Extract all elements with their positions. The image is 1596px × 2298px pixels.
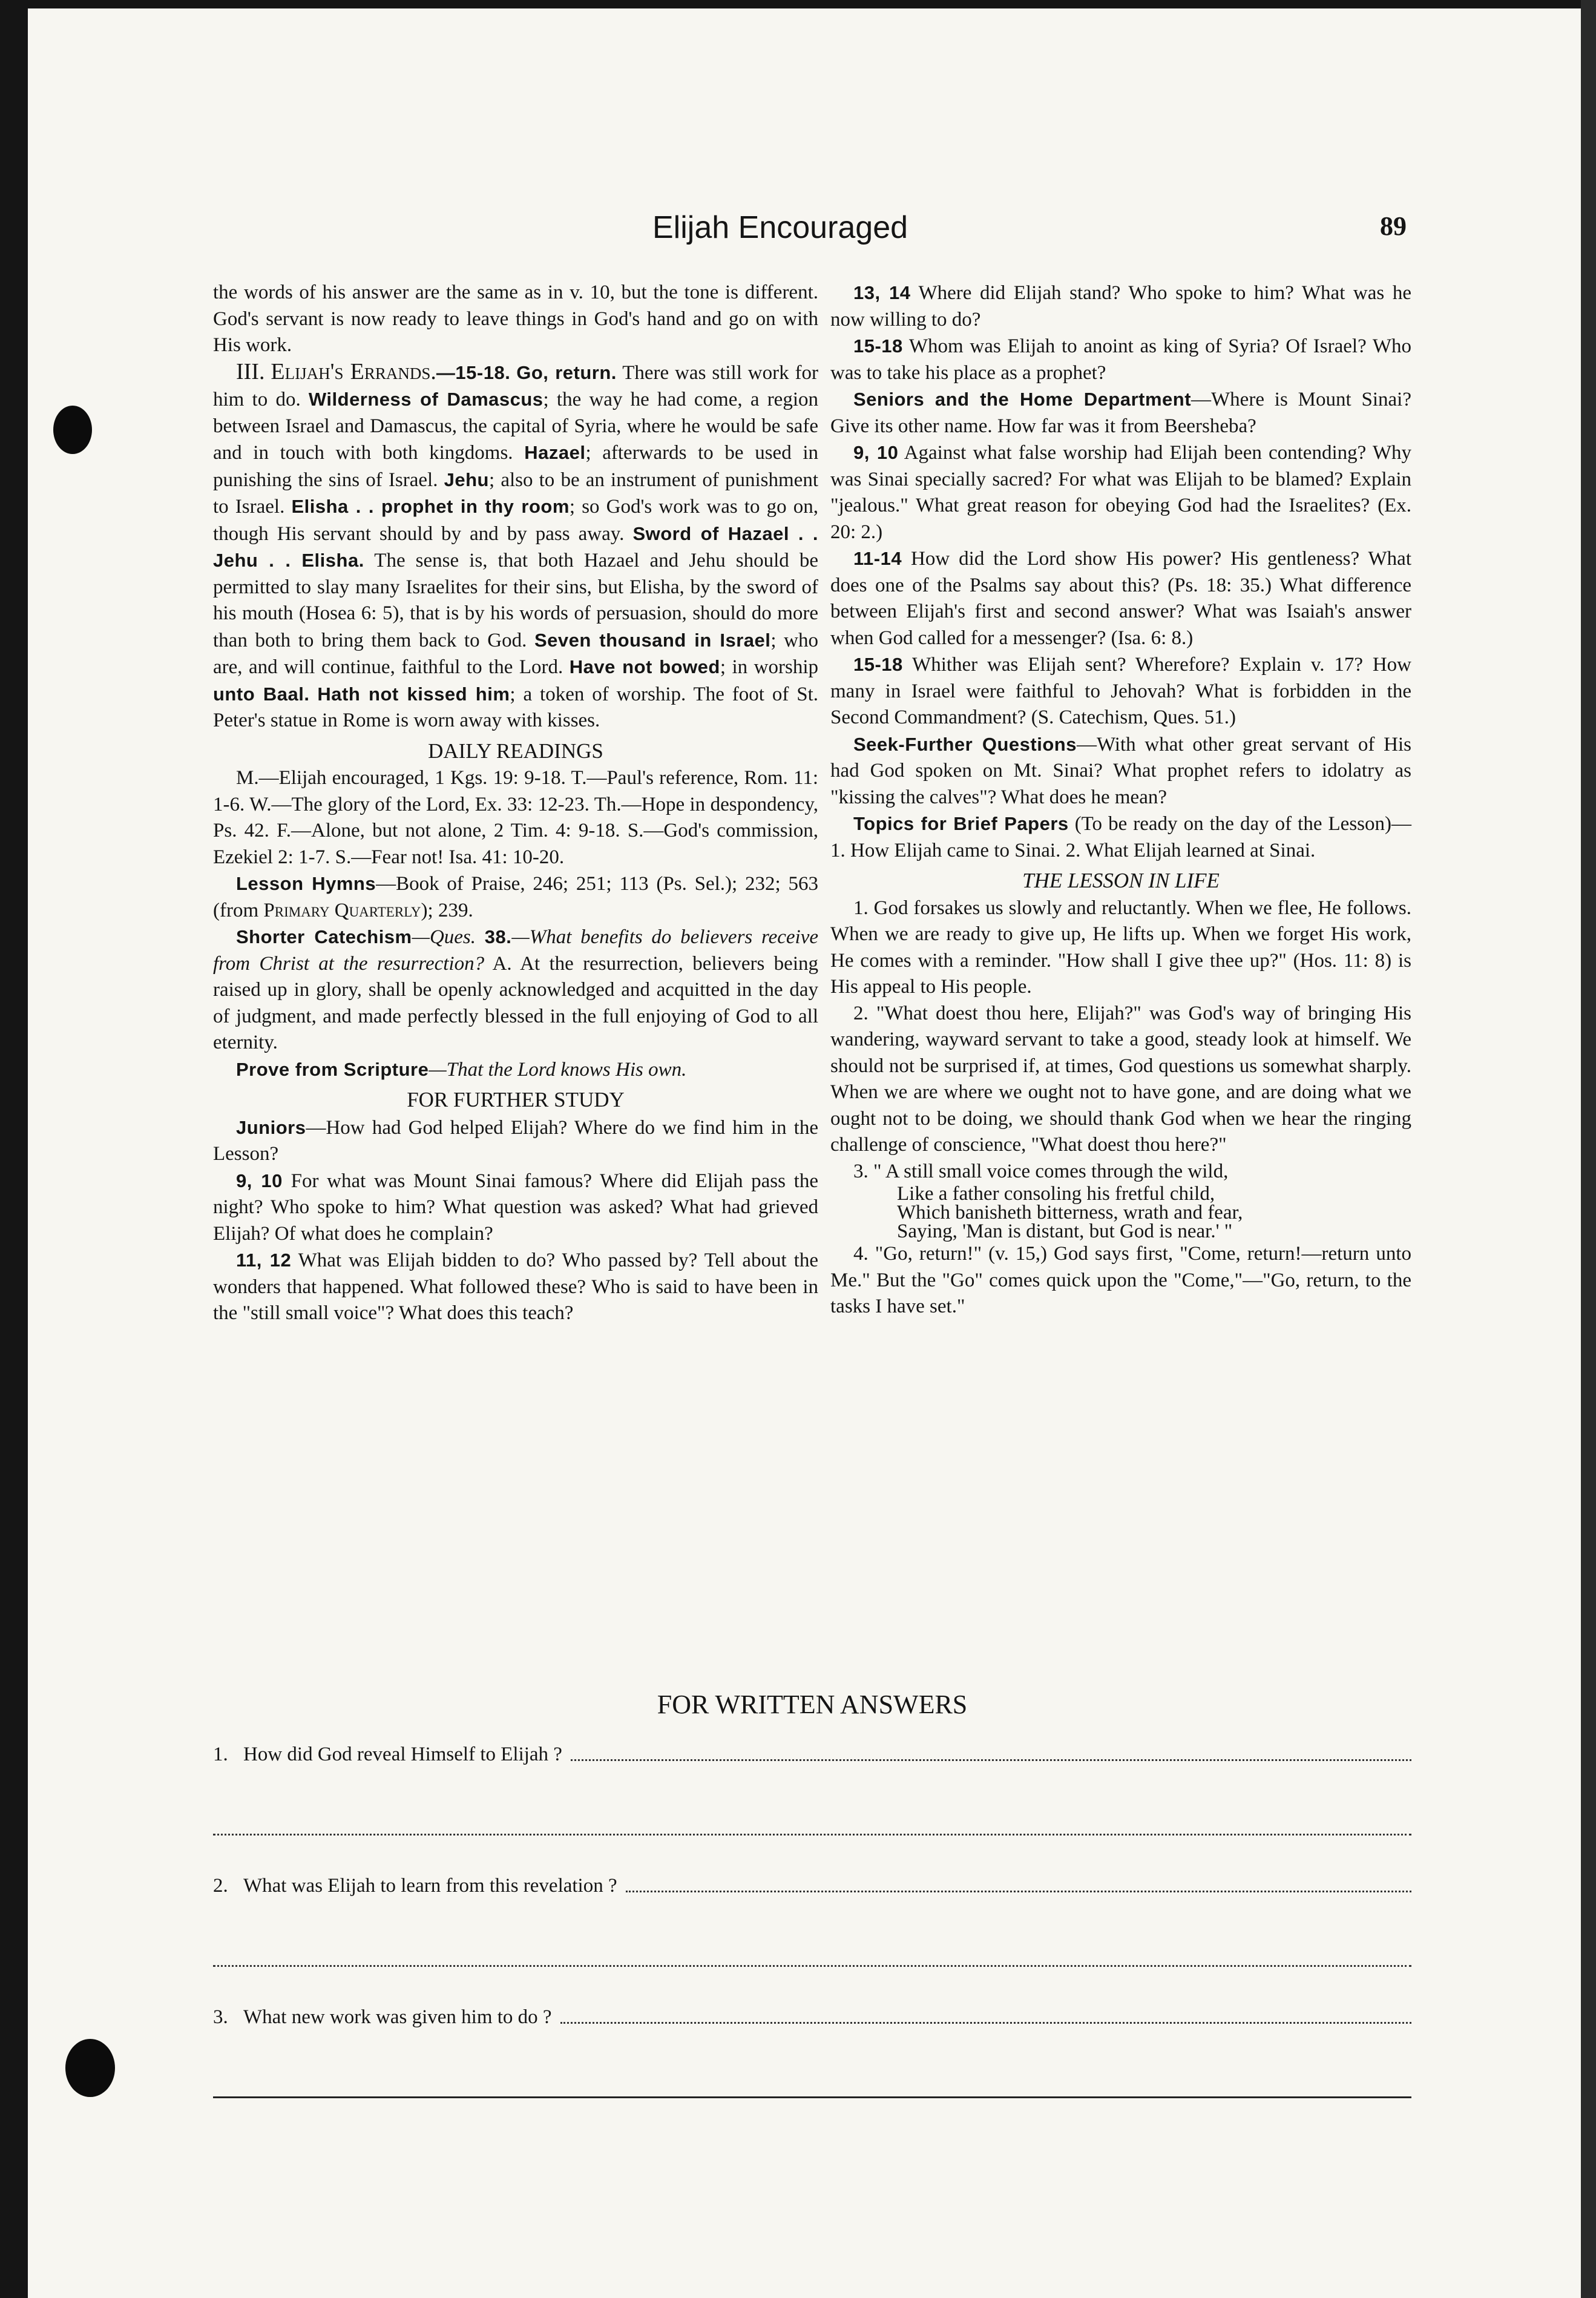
answer-blank[interactable] [571, 1759, 1411, 1761]
juniors-questions: Juniors—How had God helped Elijah? Where do we find him in the Lesson? [213, 1116, 818, 1165]
written-question-2: 2. What was Elijah to learn from this revelation ? [213, 1863, 1411, 1897]
seniors-9-10: 9, 10 Against what false worship had Elijah been contending? Why was Sinai specially sacred? For what was Elijah to be blamed? Explain "jealous." What great reason for obeying God had the Israelites? (Ex. 20: 2.) [830, 442, 1411, 543]
seniors-11-14: 11-14 How did the Lord show His power? His gentleness? What does one of the Psalms say about this? (Ps. 18: 35.) What difference between Elijah's first and second answer? What was Isaiah's answer when God called for a messenger? (Isa. 6: 8.) [830, 548, 1411, 649]
answer-blank[interactable] [626, 1891, 1411, 1892]
life-point-3-verse: 3. " A still small voice comes through the wild, Like a father consoling his fretful child, Which banisheth bitterness, wrath and fear, Saying, 'Man is distant, but God is near.' " [853, 1160, 1243, 1242]
paragraph: the words of his answer are the same as in v. 10, but the tone is different. God's servant is now ready to leave things in God's hand and go on with His work. [213, 281, 818, 356]
questions-11-12: 11, 12 What was Elijah bidden to do? Who passed by? Tell about the wonders that happened. What followed these? Who is said to have been in the "still small voice"? What does this teach? [213, 1249, 818, 1324]
left-column [213, 280, 818, 1327]
lesson-hymns: Lesson Hymns—Book of Praise, 246; 251; 113 (Ps. Sel.); 232; 563 (from Primary Quarterly); 239. [213, 873, 818, 921]
answer-blank[interactable] [560, 2022, 1411, 2024]
section-elijahs-errands: III. Elijah's Errands.—15-18. Go, return. There was still work for him to do. Wilderness of Damascus; the way he had come, a region between Israel and Damascus, the capital of Syria, where he would be safe and in touch with both kingdoms. Hazael; afterwards to be used in punishing the sins of Israel. Jehu; also to be an instrument of punishment to Israel. Elisha . . prophet in thy room; so God's work was to go on, though His servant should by and by pass away. Sword of Hazael . . Jehu . . Elisha. The sense is, that both Hazael and Jehu should be permitted to slay many Israelites for their sins, but Elisha, by the sword of his mouth (Hosea 6: 5), that is by his words of persuasion, should do more than both to bring them back to God. Seven thousand in Israel; who are, and will continue, faithful to the Lord. Have not bowed; in worship unto Baal. Hath not kissed him; a token of worship. The foot of St. Peter's statue in Rome is worn away with kisses. [213, 358, 819, 731]
questions-13-14: 13, 14 Where did Elijah stand? Who spoke to him? What was he now willing to do? [830, 282, 1411, 331]
questions-9-10: 9, 10 For what was Mount Sinai famous? Where did Elijah pass the night? Who spoke to him? What question was asked? What had grieved Elijah? Of what does he complain? [213, 1170, 818, 1245]
topics-for-brief-papers: Topics for Brief Papers (To be ready on the day of the Lesson)—1. How Elijah came to Sinai. 2. What Elijah learned at Sinai. [830, 813, 1411, 861]
seek-further-questions: Seek-Further Questions—With what other great servant of His had God spoken on Mt. Sinai? What prophet refers to idolatry as "kissing the calves"? What does he mean? [830, 733, 1411, 808]
answer-line[interactable] [213, 1897, 1411, 1967]
punch-hole [65, 2039, 115, 2097]
daily-readings-heading: DAILY READINGS [428, 739, 603, 763]
punch-hole [53, 406, 92, 454]
scan-border-right [1581, 0, 1596, 2298]
lesson-in-life-heading: THE LESSON IN LIFE [1022, 869, 1220, 892]
written-question-1: 1. How did God reveal Himself to Elijah ? [213, 1732, 1411, 1766]
right-column [830, 280, 1411, 1320]
section-title: Elijah's Errands. [271, 358, 436, 384]
written-question-3: 3. What new work was given him to do ? [213, 1995, 1411, 2029]
scan-border-left [0, 0, 28, 2298]
seniors-questions: Seniors and the Home Department—Where is Mount Sinai? Give its other name. How far was it from Beersheba? [830, 389, 1411, 437]
written-answers-heading: FOR WRITTEN ANSWERS [657, 1690, 968, 1719]
page-title: Elijah Encouraged [652, 210, 908, 245]
page-number: 89 [1380, 211, 1407, 241]
further-study-heading: FOR FURTHER STUDY [407, 1088, 625, 1111]
questions-15-18: 15-18 Whom was Elijah to anoint as king of Syria? Of Israel? Who was to take his place as a prophet? [830, 335, 1411, 384]
written-answers-section [213, 1689, 1411, 2126]
scan-border-top [0, 0, 1596, 8]
life-point-2: 2. "What doest thou here, Elijah?" was God's way of bringing His wandering, wayward servant to take a good, steady look at himself. We should not be surprised if, at times, God questions us somewhat sharply. When we are where we ought not to have gone, and are doing what we ought not to be doing, we should thank God when we hear the ringing challenge of conscience, "What doest thou here?" [830, 1002, 1411, 1156]
daily-readings: M.—Elijah encouraged, 1 Kgs. 19: 9-18. T.—Paul's reference, Rom. 11: 1-6. W.—The glory of the Lord, Ex. 33: 12-23. Th.—Hope in despondency, Ps. 42. F.—Alone, but not alone, 2 Tim. 4: 9-18. S.—God's commission, Ezekiel 2: 1-7. S.—Fear not! Isa. 41: 10-20. [213, 767, 819, 868]
answer-line[interactable] [213, 1766, 1411, 1835]
answer-line[interactable] [213, 2029, 1411, 2098]
prove-from-scripture: Prove from Scripture—That the Lord knows His own. [236, 1058, 687, 1081]
life-point-4: 4. "Go, return!" (v. 15,) God says first, "Come, return!—return unto Me." But the "Go" comes quick upon the "Come,"—"Go, return, to the tasks I have set." [830, 1243, 1411, 1317]
seniors-15-18: 15-18 Whither was Elijah sent? Wherefore? Explain v. 17? How many in Israel were faithful to Jehovah? What is forbidden in the Second Commandment? (S. Catechism, Ques. 51.) [830, 654, 1411, 728]
life-point-1: 1. God forsakes us slowly and reluctantly. When we flee, He follows. When we are ready to give up, He lifts up. When we forget His work, He comes with a reminder. "How shall I give thee up?" (Hos. 11: 8) is His appeal to His people. [830, 897, 1411, 998]
shorter-catechism: Shorter Catechism—Ques. 38.—What benefits do believers receive from Christ at the resurrection? A. At the resurrection, believers being raised up in glory, shall be openly acknowledged and acquitted in the day of judgment, and made perfectly blessed in the full enjoying of God to all eternity. [213, 926, 818, 1053]
